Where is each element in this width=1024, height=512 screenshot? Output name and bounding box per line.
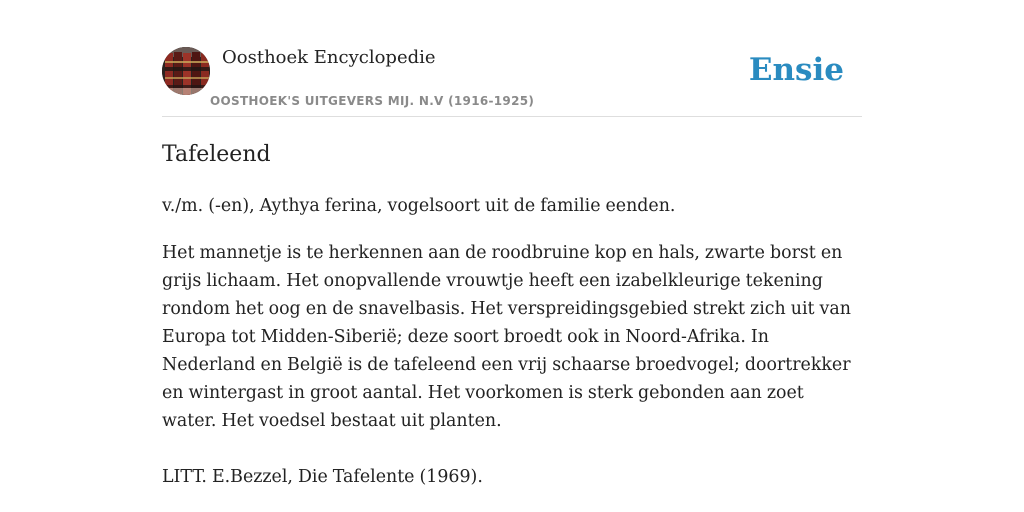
publication-title[interactable]: Oosthoek Encyclopedie [222, 47, 436, 68]
article-content [162, 140, 862, 491]
entry-body: Het mannetje is te herkennen aan de roodbruine kop en hals, zwarte borst en grijs lichaam. Het onopvallende vrouwtje heeft een izabelkleurige tekening rondom het oog en de snavelbasis. Het verspreidingsgebied strekt zich uit van Europa tot Midden-Siberië; deze soort broedt ook in Noord-Afrika. In Nederland en België is de tafeleend een vrij schaarse broedvogel; doortrekker en wintergast in groot aantal. Het voorkomen is sterk gebonden aan zoet water. Het voedsel bestaat uit planten. [162, 243, 851, 431]
entry-title: Tafeleend [162, 142, 271, 167]
encyclopedia-books-icon[interactable] [162, 47, 210, 95]
entry-literature: LITT. E.Bezzel, Die Tafelente (1969). [162, 467, 483, 487]
ensie-logo-link[interactable]: Ensie [748, 52, 844, 88]
entry-definition: v./m. (-en), Aythya ferina, vogelsoort uit de familie eenden. [162, 196, 676, 216]
publication-header [162, 46, 862, 117]
publication-subtitle: OOSTHOEK'S UITGEVERS MIJ. N.V (1916-1925) [210, 94, 535, 108]
